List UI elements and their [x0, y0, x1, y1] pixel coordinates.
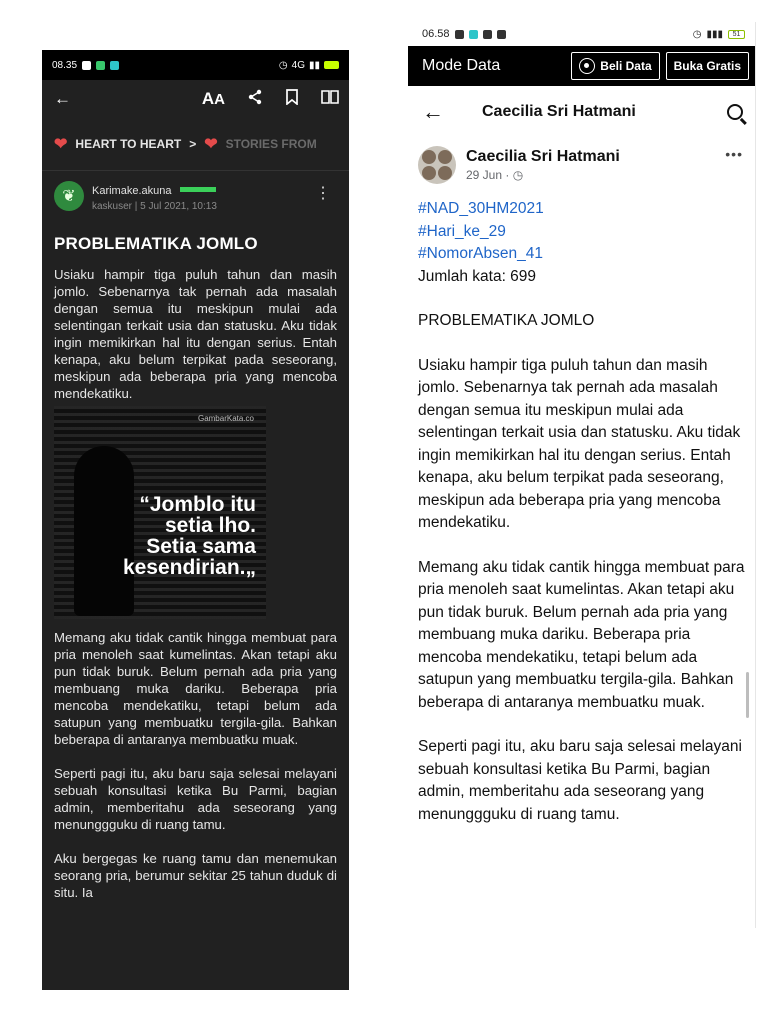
status-time: 06.58 — [422, 28, 450, 40]
buy-data-button[interactable] — [571, 52, 659, 80]
reader-toolbar — [42, 80, 349, 118]
author-row — [42, 171, 349, 212]
data-mode-bar — [408, 46, 755, 86]
open-free-button[interactable] — [666, 52, 749, 80]
alarm-icon: ◷ — [278, 59, 288, 71]
broadcast-icon — [579, 58, 595, 74]
article-title: PROBLEMATIKA JOMLO — [54, 234, 258, 253]
signal-icon: ▮▮ — [308, 59, 320, 71]
left-reader-screenshot — [42, 50, 349, 990]
status-bar — [42, 50, 349, 80]
breadcrumb — [42, 118, 349, 170]
open-free-label: Buka Gratis — [673, 59, 741, 73]
author-meta: kaskuser | 5 Jul 2021, 10:13 — [92, 201, 217, 212]
buy-data-label: Beli Data — [600, 59, 652, 73]
app-icon — [483, 30, 492, 39]
status-right — [693, 29, 745, 40]
post-date[interactable]: 29 Jun · ◷ — [466, 168, 524, 182]
battery-icon — [324, 61, 339, 69]
image-quote: “Jomblo itu setia lho. Setia sama kesendirian.„ — [122, 493, 256, 579]
mode-title: Mode Data — [422, 57, 501, 74]
search-icon[interactable] — [727, 104, 743, 120]
breadcrumb-secondary[interactable]: STORIES FROM — [225, 137, 317, 151]
quote-image — [54, 406, 266, 619]
notification-icon — [455, 30, 464, 39]
back-arrow-icon[interactable]: ← — [422, 99, 444, 124]
app-icon — [497, 30, 506, 39]
post-paragraph: Usiaku hampir tiga puluh tahun dan masih jomlo. Sebenarnya tak pernah ada masalah dengan semua itu meskipun mulai ada selentingan terkait usia dan statusku. Aku tidak ingin memikirkan hal itu dengan serius. Entah kenapa, aku belum terpikat pada seseorang, meskipun ada beberapa pria yang mencoba mendekatiku. — [418, 356, 741, 531]
article-paragraph: Memang aku tidak cantik hingga membuat para pria menoleh saat kumelintas. Akan tetapi aku pun tidak buruk. Belum pernah ada pria yang membuang muka dariku. Beberapa pria mencoba mendekatiku, tetapi belum ada satupun yang membuatku tergila-gila. Bahkan beberapa di antaranya membuatku muak. — [54, 630, 337, 747]
avatar[interactable]: ❦ — [54, 181, 84, 211]
article-paragraph: Seperti pagi itu, aku baru saja selesai melayani sebuah konsultasi ketika Bu Parmi, bagian admin, memberitahu ada seseorang yang menunggguku di ruang tamu. — [54, 766, 337, 832]
heart-icon: ❤ — [204, 136, 218, 153]
profile-nav-bar — [408, 86, 755, 138]
post-header — [408, 138, 755, 184]
bookmark-icon[interactable] — [285, 89, 299, 110]
hashtag-link[interactable]: #Hari_ke_29 — [418, 222, 506, 240]
app-icon — [110, 61, 119, 70]
more-options-icon[interactable]: ⋮ — [315, 185, 331, 202]
status-bar — [408, 22, 755, 46]
right-facebook-screenshot — [408, 22, 756, 928]
article-paragraph: Aku bergegas ke ruang tamu dan menemukan seorang pria, berumur sekitar 25 tahun duduk di situ. Ia — [54, 851, 337, 900]
image-watermark: GambarKata.co — [197, 414, 254, 423]
post-paragraph: Memang aku tidak cantik hingga membuat para pria menoleh saat kumelintas. Akan tetapi aku pun tidak buruk. Belum pernah ada pria yang membuang muka dariku. Beberapa pria mencoba mendekatiku, tetapi belum ada satupun yang membuatku tergila-gila. Bahkan beberapa di antaranya membuatku muak. — [418, 558, 745, 711]
back-arrow-icon[interactable]: ← — [54, 89, 71, 108]
app-icon — [469, 30, 478, 39]
status-time: 08.35 — [52, 59, 78, 71]
share-icon[interactable] — [247, 89, 263, 110]
post-title: PROBLEMATIKA JOMLO — [418, 312, 595, 329]
heart-icon: ❤ — [54, 136, 68, 153]
more-options-icon[interactable]: ••• — [725, 146, 743, 162]
battery-icon: 51 — [728, 30, 745, 39]
word-count: Jumlah kata: 699 — [418, 267, 537, 285]
app-icon — [96, 61, 105, 70]
hashtag-link[interactable]: #NomorAbsen_41 — [418, 245, 543, 262]
article-paragraph: Usiaku hampir tiga puluh tahun dan masih jomlo. Sebenarnya tak pernah ada masalah dengan semua itu meskipun mulai ada selentingan terkait usia dan statusku. Aku tidak ingin memikirkan hal itu dengan serius. Entah kenapa, aku belum terpikat pada seseorang, meskipun ada beberapa pria yang mencoba mendekatiku. — [54, 267, 337, 401]
signal-icon: ▮▮▮ — [706, 28, 723, 40]
reader-mode-icon[interactable] — [321, 89, 339, 110]
breadcrumb-separator: > — [189, 137, 197, 151]
font-size-icon[interactable]: AA — [201, 89, 225, 108]
status-right — [279, 60, 339, 71]
post-body — [408, 184, 755, 826]
reputation-bar — [180, 187, 216, 192]
alarm-icon: ◷ — [692, 28, 702, 40]
page-title: Caecilia Sri Hatmani — [482, 103, 636, 120]
avatar[interactable] — [418, 146, 456, 184]
signal-text: 4G — [291, 59, 305, 71]
post-paragraph: Seperti pagi itu, aku baru saja selesai melayani sebuah konsultasi ketika Bu Parmi, bagian admin, memberitahu ada seseorang yang menunggguku di ruang tamu. — [418, 738, 742, 823]
post-author[interactable]: Caecilia Sri Hatmani — [466, 148, 620, 165]
notification-icon — [82, 61, 91, 70]
author-name[interactable]: Karimake.akuna — [92, 185, 172, 197]
hashtag-link[interactable]: #NAD_30HM2021 — [418, 200, 544, 217]
scrollbar[interactable] — [746, 672, 749, 718]
breadcrumb-primary[interactable]: HEART TO HEART — [75, 137, 182, 151]
